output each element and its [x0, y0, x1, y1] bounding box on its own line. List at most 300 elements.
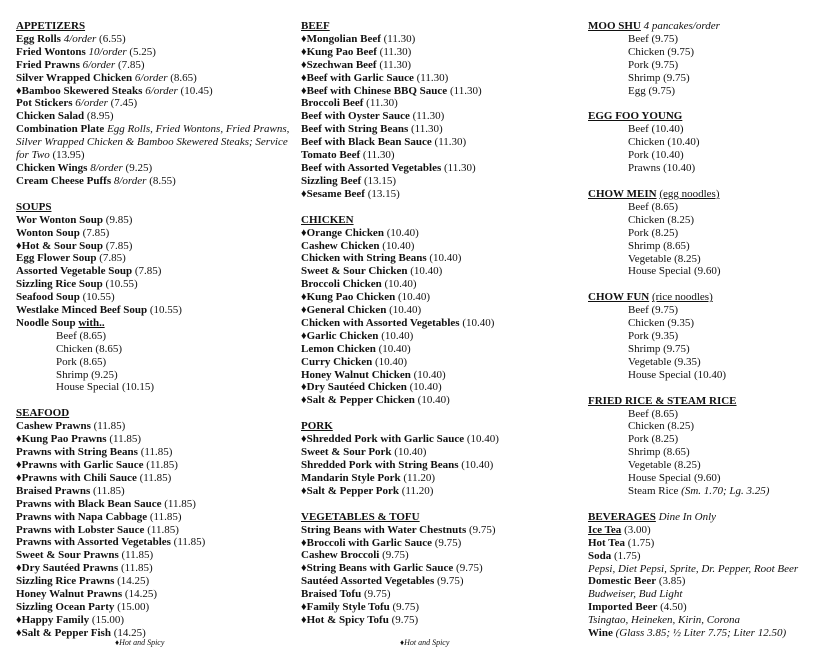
item-name: Dry Sautéed Chicken	[306, 381, 407, 394]
menu-item	[588, 524, 813, 537]
menu-item	[588, 627, 813, 640]
subitem-text: Chicken (8.25)	[628, 420, 694, 433]
section-title: APPETIZERS	[16, 20, 86, 32]
section-gap	[588, 498, 813, 511]
menu-item	[301, 588, 586, 601]
menu-subitem	[588, 85, 813, 98]
item-price: (10.40)	[410, 265, 443, 278]
subitem-text: Shrimp (8.65)	[628, 446, 690, 459]
item-name: Beef with Garlic Sauce	[306, 71, 414, 84]
subitem-text: Pork (9.75)	[628, 58, 679, 71]
item-name: Salt & Pepper Pork	[306, 484, 399, 497]
item-price: (10.40)	[374, 355, 408, 368]
item-price: (10.40)	[461, 459, 494, 471]
item-name: Sizzling Rice Soup	[16, 278, 103, 291]
item-price: (11.30)	[379, 45, 412, 58]
item-price: (11.85)	[109, 433, 142, 446]
subitem-text: Beef (8.65)	[56, 329, 107, 342]
subitem-text: House Special (10.40)	[628, 368, 727, 381]
item-price: (6.55)	[99, 32, 126, 45]
item-note: Budweiser, Bud Light	[588, 588, 683, 601]
item-name: Curry Chicken	[301, 355, 373, 368]
menu-item	[588, 575, 813, 588]
item-name: Sweet & Sour Chicken	[301, 265, 408, 278]
item-price: (11.30)	[366, 97, 398, 110]
hot-spicy-footnote: ♦Hot and Spicy	[400, 638, 450, 647]
subitem-text: House Special (9.60)	[628, 472, 721, 485]
item-price: (1.75)	[614, 549, 641, 562]
menu-item	[16, 511, 296, 524]
item-name: Salt & Pepper Chicken	[306, 394, 415, 407]
menu-item	[301, 227, 586, 240]
menu-item	[588, 550, 813, 563]
item-price: (10.40)	[386, 226, 419, 239]
hot-spicy-icon: ♦	[301, 536, 307, 549]
item-name: Wor Wonton Soup	[16, 213, 104, 226]
menu-subitem	[16, 381, 296, 394]
item-name: Hot Tea	[588, 536, 625, 549]
item-price: (10.55)	[149, 304, 182, 317]
item-name: Braised Tofu	[301, 588, 362, 601]
menu-item	[301, 136, 586, 149]
item-price: (10.40)	[384, 278, 417, 291]
menu-subitem	[588, 420, 813, 433]
menu-item	[16, 123, 296, 162]
subitem-text: Steam Rice	[628, 485, 679, 497]
hot-spicy-icon: ♦	[16, 459, 22, 471]
subitem-text: Chicken (9.75)	[628, 45, 694, 58]
menu-subitem	[588, 136, 813, 149]
item-price: (1.75)	[627, 536, 655, 549]
menu-item	[301, 317, 586, 330]
item-price: (11.85)	[140, 446, 173, 459]
item-price: (11.20)	[403, 471, 436, 484]
section-gap	[301, 201, 586, 214]
item-name: Mongolian Beef	[306, 32, 381, 45]
menu-item	[16, 72, 296, 85]
item-note: 6/order	[145, 84, 178, 97]
item-price: (11.85)	[173, 536, 206, 549]
item-price: (11.30)	[444, 161, 476, 174]
item-note: with..	[78, 316, 105, 329]
section-title: MOO SHU	[588, 20, 641, 32]
item-note: Pepsi, Diet Pepsi, Sprite, Dr. Pepper, Root Beer	[588, 562, 799, 575]
menu-item	[16, 433, 296, 446]
hot-spicy-icon: ♦	[301, 291, 307, 304]
hot-spicy-icon: ♦	[301, 601, 307, 614]
menu-item	[301, 175, 586, 188]
section-title: CHICKEN	[301, 213, 354, 226]
menu-item	[16, 601, 296, 614]
item-name: Orange Chicken	[306, 226, 384, 239]
section-title: CHOW FUN	[588, 291, 650, 304]
menu-subitem	[588, 214, 813, 227]
item-price: (10.40)	[462, 316, 495, 329]
hot-spicy-icon: ♦	[301, 187, 307, 200]
item-note: 10/order	[88, 45, 127, 58]
menu-item	[301, 549, 586, 562]
item-name: General Chicken	[306, 304, 387, 317]
item-price: (9.75)	[456, 562, 483, 575]
subitem-text: Egg (9.75)	[628, 84, 676, 97]
item-price: (7.85)	[134, 265, 162, 278]
item-name: Combination Plate	[16, 123, 105, 136]
item-price: (13.95)	[52, 149, 85, 162]
subitem-text: Beef (9.75)	[628, 32, 679, 45]
menu-item	[16, 485, 296, 498]
item-price: (11.85)	[149, 510, 182, 523]
section-gap	[588, 382, 813, 395]
hot-spicy-icon: ♦	[16, 626, 22, 639]
item-price: (4.50)	[660, 601, 687, 614]
item-name: Cashew Chicken	[301, 239, 380, 252]
item-price: (9.85)	[105, 213, 133, 226]
menu-item	[301, 33, 586, 46]
section-heading	[301, 20, 586, 33]
subitem-text: House Special (10.15)	[56, 381, 155, 394]
item-name: Fried Wontons	[16, 45, 86, 58]
menu-item	[16, 524, 296, 537]
section-heading	[301, 511, 586, 524]
item-name: Noodle Soup	[16, 316, 76, 329]
item-name: Sizzling Beef	[301, 174, 362, 187]
item-price: (13.15)	[367, 187, 400, 200]
subitem-text: Pork (8.25)	[628, 226, 679, 239]
item-price: (15.00)	[91, 613, 124, 626]
item-price: (11.85)	[93, 484, 125, 497]
hot-spicy-icon: ♦	[16, 84, 22, 97]
item-price: (9.25)	[125, 161, 153, 174]
item-name: Cashew Broccoli	[301, 549, 380, 562]
item-price: (11.85)	[139, 471, 172, 484]
item-price: (10.55)	[82, 291, 115, 304]
item-name: Sweet & Sour Pork	[301, 446, 392, 459]
item-price: (5.25)	[129, 45, 156, 58]
menu-item	[16, 291, 296, 304]
item-price: (11.30)	[411, 123, 443, 136]
item-price: (7.85)	[117, 58, 145, 71]
item-name: Westlake Minced Beef Soup	[16, 304, 148, 317]
menu-item	[301, 459, 586, 472]
item-price: (9.75)	[392, 601, 420, 614]
hot-spicy-icon: ♦	[301, 433, 307, 446]
section-title: BEEF	[301, 20, 330, 32]
item-name: Prawns with Lobster Sauce	[16, 523, 145, 536]
menu-item	[301, 433, 586, 446]
menu-item	[301, 85, 586, 98]
item-price: (7.85)	[105, 239, 133, 252]
section-gap	[16, 394, 296, 407]
menu-item	[301, 97, 586, 110]
hot-spicy-icon: ♦	[16, 433, 22, 446]
menu-subitem	[588, 408, 813, 421]
item-name: Szechwan Beef	[306, 58, 377, 71]
menu-subitem	[16, 369, 296, 382]
subitem-text: Pork (8.25)	[628, 433, 679, 446]
hot-spicy-icon: ♦	[301, 32, 307, 45]
item-price: (9.75)	[391, 613, 419, 626]
menu-item	[16, 588, 296, 601]
menu-subitem	[588, 343, 813, 356]
item-name: Fried Prawns	[16, 58, 80, 71]
menu-item	[301, 291, 586, 304]
section-gap	[588, 278, 813, 291]
menu-item	[301, 149, 586, 162]
menu-item	[301, 562, 586, 575]
item-name: Beef with Assorted Vegetables	[301, 161, 442, 174]
menu-column-left	[16, 20, 296, 640]
menu-column-middle	[301, 20, 586, 627]
menu-item	[588, 614, 813, 627]
menu-item	[301, 72, 586, 85]
menu-item	[16, 214, 296, 227]
item-name: Sautéed Assorted Vegetables	[301, 575, 435, 588]
item-price: (3.85)	[658, 575, 686, 588]
item-name: Soda	[588, 549, 612, 562]
menu-item	[16, 614, 296, 627]
item-price: (11.30)	[449, 84, 482, 97]
item-name: Silver Wrapped Chicken	[16, 71, 133, 84]
section-heading	[588, 395, 813, 408]
menu-item	[16, 110, 296, 123]
menu-subitem	[588, 485, 813, 498]
menu-item	[16, 240, 296, 253]
item-price: (15.00)	[117, 600, 150, 613]
section-heading	[588, 291, 813, 304]
section-gap	[588, 175, 813, 188]
item-name: Garlic Chicken	[306, 329, 379, 342]
subitem-text: Chicken (8.25)	[628, 213, 694, 226]
section-heading	[588, 188, 813, 201]
item-name: Tomato Beef	[301, 149, 361, 162]
section-gap	[588, 97, 813, 110]
menu-item	[301, 524, 586, 537]
subitem-text: Chicken (9.35)	[628, 317, 694, 330]
menu-subitem	[588, 162, 813, 175]
item-name: Honey Walnut Chicken	[301, 368, 411, 381]
item-name: Kung Pao Prawns	[21, 433, 107, 446]
section-note: (egg noodles)	[659, 187, 720, 200]
menu-subitem	[588, 369, 813, 382]
item-name: Shredded Pork with Garlic Sauce	[306, 433, 465, 446]
menu-item	[16, 46, 296, 59]
item-price: (8.55)	[149, 174, 176, 187]
section-heading	[16, 20, 296, 33]
hot-spicy-icon: ♦	[301, 58, 307, 71]
item-price: (8.65)	[170, 71, 197, 84]
item-note: 8/order	[90, 161, 123, 174]
item-name: Lemon Chicken	[301, 342, 376, 355]
item-price: (10.40)	[382, 239, 415, 252]
menu-subitem	[588, 459, 813, 472]
menu-item	[301, 575, 586, 588]
item-price: (7.85)	[82, 226, 110, 239]
item-name: Sesame Beef	[306, 187, 365, 200]
section-title: SEAFOOD	[16, 407, 70, 420]
item-name: Egg Flower Soup	[16, 252, 97, 265]
section-heading	[588, 511, 813, 524]
item-price: (10.40)	[429, 252, 462, 265]
item-name: Prawns with Chili Sauce	[21, 471, 137, 484]
hot-spicy-footnote: ♦Hot and Spicy	[115, 638, 165, 647]
menu-item	[301, 614, 586, 627]
section-title: CHOW MEIN	[588, 187, 657, 200]
item-name: Beef with Oyster Sauce	[301, 110, 410, 123]
menu-item	[16, 420, 296, 433]
subitem-text: Shrimp (8.65)	[628, 239, 690, 252]
subitem-text: Shrimp (9.75)	[628, 71, 690, 84]
item-name: Dry Sautéed Prawns	[21, 562, 119, 575]
item-price: (11.30)	[379, 58, 412, 71]
item-price: (9.75)	[363, 588, 391, 601]
item-price: (10.40)	[378, 342, 411, 355]
item-price: (9.75)	[436, 575, 464, 588]
menu-item	[16, 446, 296, 459]
item-name: Honey Walnut Prawns	[16, 588, 123, 601]
item-name: Beef with Black Bean Sauce	[301, 136, 432, 149]
item-name: Braised Prawns	[16, 484, 91, 497]
menu-subitem	[588, 240, 813, 253]
menu-item	[301, 537, 586, 550]
item-name: Prawns with Assorted Vegetables	[16, 536, 171, 549]
hot-spicy-icon: ♦	[16, 613, 22, 626]
item-price: (11.20)	[401, 484, 434, 497]
menu-subitem	[588, 304, 813, 317]
hot-spicy-icon: ♦	[301, 613, 307, 626]
item-price: (14.25)	[113, 626, 146, 639]
menu-subitem	[588, 46, 813, 59]
subitem-text: House Special (9.60)	[628, 265, 721, 278]
menu-item	[301, 46, 586, 59]
menu-item	[301, 252, 586, 265]
item-name: Sweet & Sour Prawns	[16, 549, 119, 562]
menu-item	[301, 162, 586, 175]
subitem-text: Shrimp (9.25)	[56, 368, 118, 381]
item-name: Broccoli with Garlic Sauce	[306, 536, 432, 549]
item-name: Chicken with String Beans	[301, 252, 427, 265]
menu-item	[16, 175, 296, 188]
menu-subitem	[588, 356, 813, 369]
hot-spicy-icon: ♦	[301, 304, 307, 317]
item-name: Cashew Prawns	[16, 420, 91, 433]
subitem-text: Chicken (10.40)	[628, 136, 700, 149]
item-price: (10.40)	[413, 368, 446, 381]
item-price: (11.85)	[147, 523, 179, 536]
item-price: (11.30)	[362, 149, 395, 162]
hot-spicy-icon: ♦	[301, 484, 307, 497]
subitem-text: Pork (10.40)	[628, 149, 684, 162]
menu-subitem	[588, 227, 813, 240]
item-price: (10.40)	[389, 304, 422, 317]
item-name: Assorted Vegetable Soup	[16, 265, 133, 278]
menu-item	[301, 240, 586, 253]
section-note: (rice noodles)	[651, 291, 713, 304]
item-name: Shredded Pork with String Beans	[301, 459, 459, 471]
item-note: (Glass 3.85; ½ Liter 7.75; Liter 12.50)	[615, 627, 787, 640]
menu-item	[301, 59, 586, 72]
item-name: Prawns with Garlic Sauce	[21, 459, 144, 471]
menu-item	[16, 562, 296, 575]
menu-item	[16, 252, 296, 265]
menu-item	[301, 485, 586, 498]
item-note: 4/order	[63, 32, 97, 45]
menu-item	[301, 188, 586, 201]
hot-spicy-icon: ♦	[301, 226, 307, 239]
subitem-text: Pork (9.35)	[628, 330, 679, 343]
item-price: (9.75)	[434, 536, 462, 549]
section-title: VEGETABLES & TOFU	[301, 510, 420, 523]
item-name: Wonton Soup	[16, 226, 80, 239]
hot-spicy-icon: ♦	[301, 84, 307, 97]
item-name: Wine	[588, 627, 613, 640]
menu-subitem	[588, 59, 813, 72]
menu-item	[588, 537, 813, 550]
menu-item	[16, 549, 296, 562]
menu-subitem	[588, 446, 813, 459]
item-price: (7.85)	[99, 252, 126, 265]
menu-item	[301, 369, 586, 382]
subitem-text: Prawns (10.40)	[628, 162, 696, 175]
item-name: Egg Rolls	[16, 32, 61, 45]
menu-column-right	[588, 20, 813, 640]
hot-spicy-icon: ♦	[301, 562, 307, 575]
menu-item	[16, 85, 296, 98]
item-name: Broccoli Beef	[301, 97, 364, 110]
item-name: Sizzling Rice Prawns	[16, 575, 115, 588]
item-price: (10.40)	[398, 291, 431, 304]
menu-item	[16, 304, 296, 317]
subitem-text: Chicken (8.65)	[56, 342, 122, 355]
menu-subitem	[588, 149, 813, 162]
menu-item	[16, 536, 296, 549]
item-price: (10.40)	[417, 394, 450, 407]
item-price: (10.40)	[394, 446, 427, 459]
item-name: Seafood Soup	[16, 291, 80, 304]
item-name: Sizzling Ocean Party	[16, 600, 115, 613]
menu-item	[16, 265, 296, 278]
item-name: Hot & Sour Soup	[21, 239, 104, 252]
item-name: Bamboo Skewered Steaks	[21, 84, 143, 97]
item-note: 8/order	[113, 174, 147, 187]
item-name: Kung Pao Beef	[306, 45, 377, 58]
subitem-text: Beef (10.40)	[628, 123, 684, 136]
item-price: (13.15)	[363, 174, 397, 187]
menu-item	[16, 59, 296, 72]
item-name: Hot & Spicy Tofu	[306, 613, 389, 626]
menu-item	[16, 33, 296, 46]
menu-subitem	[588, 201, 813, 214]
menu-subitem	[588, 433, 813, 446]
item-name: String Beans with Water Chestnuts	[301, 523, 467, 536]
item-name: String Beans with Garlic Sauce	[306, 562, 454, 575]
menu-item	[16, 498, 296, 511]
item-price: (7.45)	[110, 97, 138, 110]
menu-item	[16, 472, 296, 485]
menu-item	[16, 317, 296, 330]
item-name: Pot Stickers	[16, 97, 73, 110]
menu-subitem	[16, 343, 296, 356]
menu-subitem	[588, 72, 813, 85]
subitem-note: (Sm. 1.70; Lg. 3.25)	[681, 485, 770, 497]
menu-item	[588, 601, 813, 614]
item-name: Mandarin Style Pork	[301, 471, 401, 484]
subitem-text: Vegetable (8.25)	[628, 459, 701, 472]
item-note: Tsingtao, Heineken, Kirin, Corona	[588, 614, 740, 627]
menu-item	[301, 265, 586, 278]
item-price: (11.30)	[383, 32, 416, 45]
item-price: (14.25)	[124, 588, 157, 601]
menu-item	[301, 356, 586, 369]
